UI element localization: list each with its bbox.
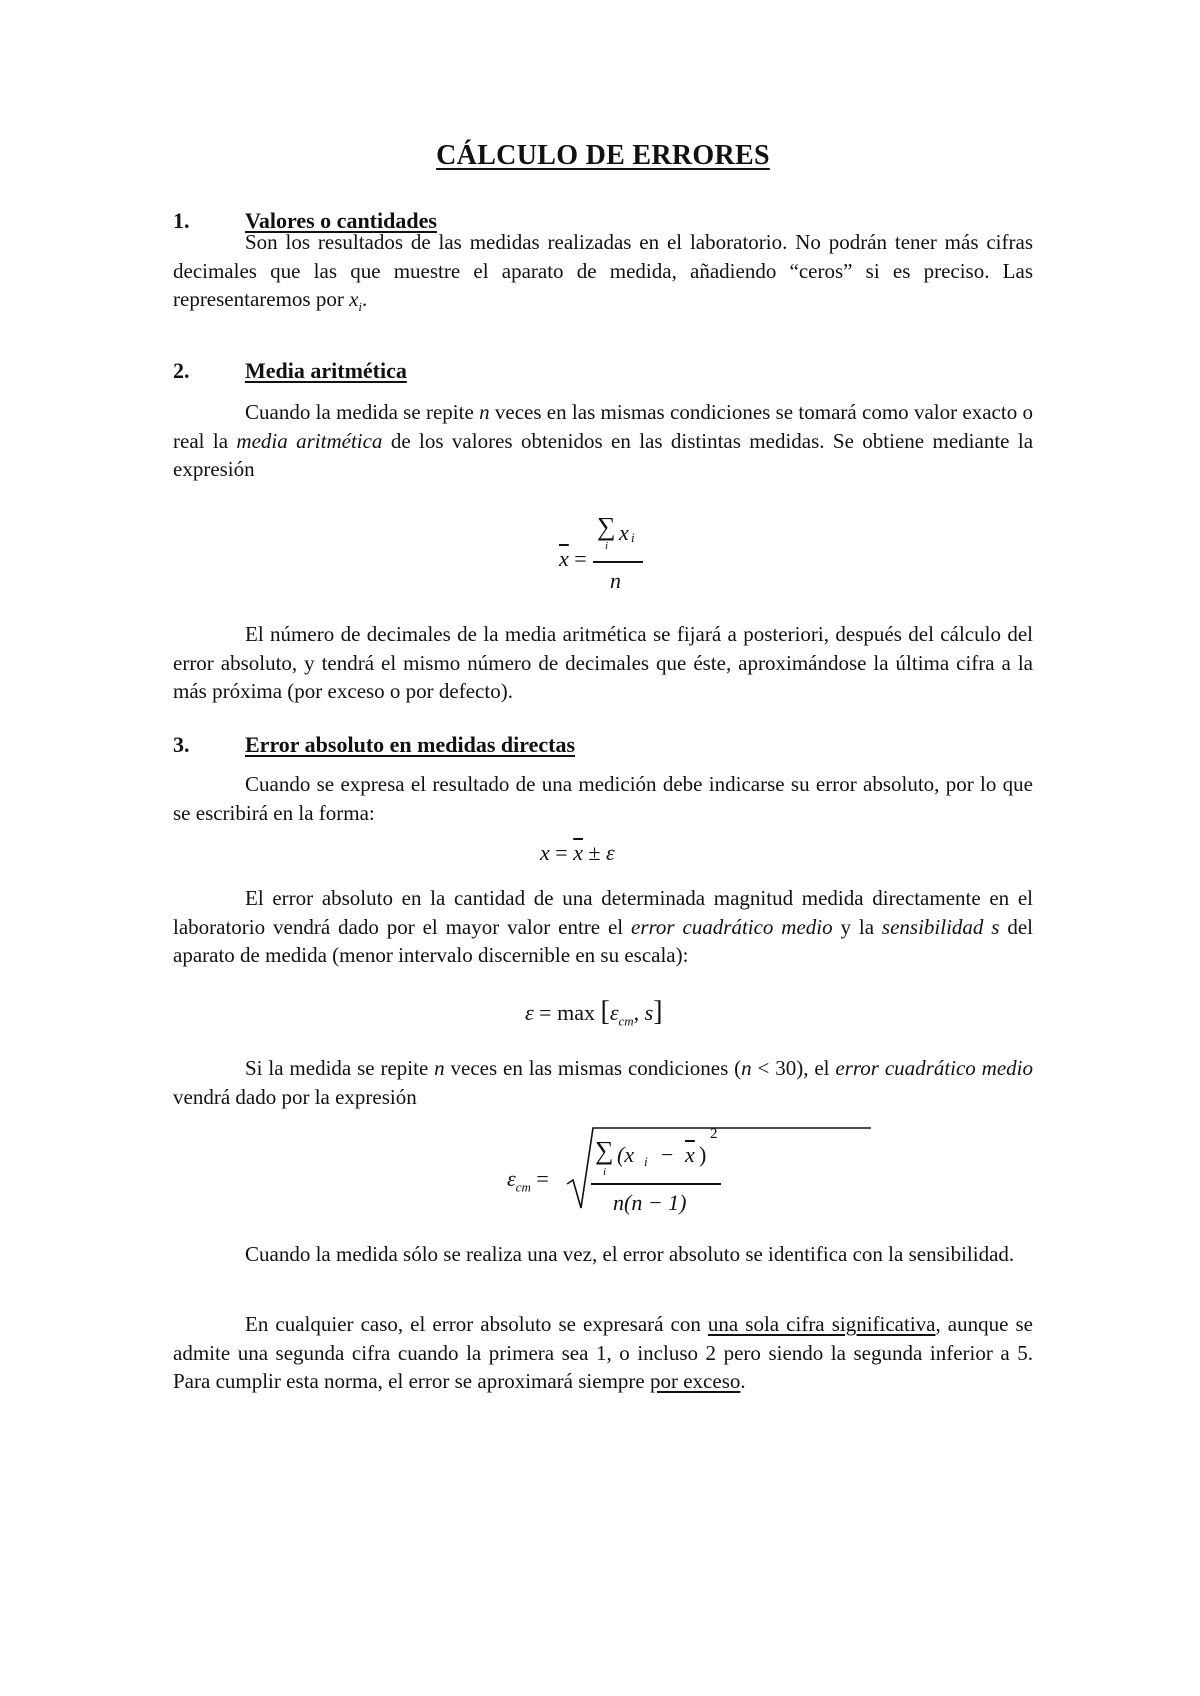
- paragraph: Cuando la medida se repite n veces en las mismas condiciones se tomará como valor exacto o real la media aritmética de los valores obtenidos en las distintas medidas. Se obtiene mediante la expresión: [173, 400, 1034, 481]
- fraction-bar: [593, 561, 643, 563]
- section-2-heading: [173, 358, 407, 384]
- section-title: Error absoluto en medidas directas: [245, 732, 576, 757]
- section-number: 2.: [173, 358, 190, 383]
- paragraph: Cuando se expresa el resultado de una medición debe indicarse su error absoluto, por lo que se escribirá en la forma:: [173, 772, 1033, 825]
- fraction-bar: [591, 1183, 721, 1185]
- section-title: Media aritmética: [245, 358, 407, 383]
- section-title: Valores o cantidades: [245, 208, 437, 233]
- paragraph: Son los resultados de las medidas realizadas en el laboratorio. No podrán tener más cifras decimales que las que muestre el aparato de medida, añadiendo “ceros” si es preciso. Las representaremos por $x_i$.: [173, 230, 1033, 315]
- paragraph: En cualquier caso, el error absoluto se expresará con una sola cifra significativa, aunque se admite una segunda cifra cuando la primera sea 1, o incluso 2 pero siendo la segunda inferior a 5. Para cumplir esta norma, el error se aproximará siempre por exceso.: [173, 1312, 1033, 1393]
- paragraph: El error absoluto en la cantidad de una determinada magnitud medida directamente en el laboratorio vendrá dado por el mayor valor entre el error cuadrático medio y la sensibilidad s del aparato de medida (menor intervalo discernible en su escala):: [173, 886, 1033, 967]
- section-number: 1.: [173, 208, 190, 233]
- underlined-text: una sola cifra significativa: [707, 1312, 936, 1336]
- paragraph: Si la medida se repite n veces en las mismas condiciones (n < 30), el error cuadrático medio vendrá dado por la expresión: [173, 1056, 1033, 1109]
- document-title: CÁLCULO DE ERRORES: [436, 140, 770, 171]
- formula-result: $x = \overline{x} \pm \varepsilon$: [540, 840, 615, 865]
- paragraph: Cuando la medida sólo se realiza una vez, el error absoluto se identifica con la sensibilidad.: [245, 1242, 1015, 1266]
- paragraph: El número de decimales de la media aritmética se fijará a posteriori, después del cálculo del error absoluto, y tendrá el mismo número de decimales que éste, aproximándose la última cifra a la más próxima (por exceso o por defecto).: [173, 622, 1033, 703]
- formula-max: $\varepsilon = \max [\varepsilon_{cm}$, s]: [525, 996, 663, 1029]
- section-3-heading: [173, 732, 575, 758]
- underlined-text: por exceso: [649, 1369, 741, 1393]
- section-number: 3.: [173, 732, 190, 757]
